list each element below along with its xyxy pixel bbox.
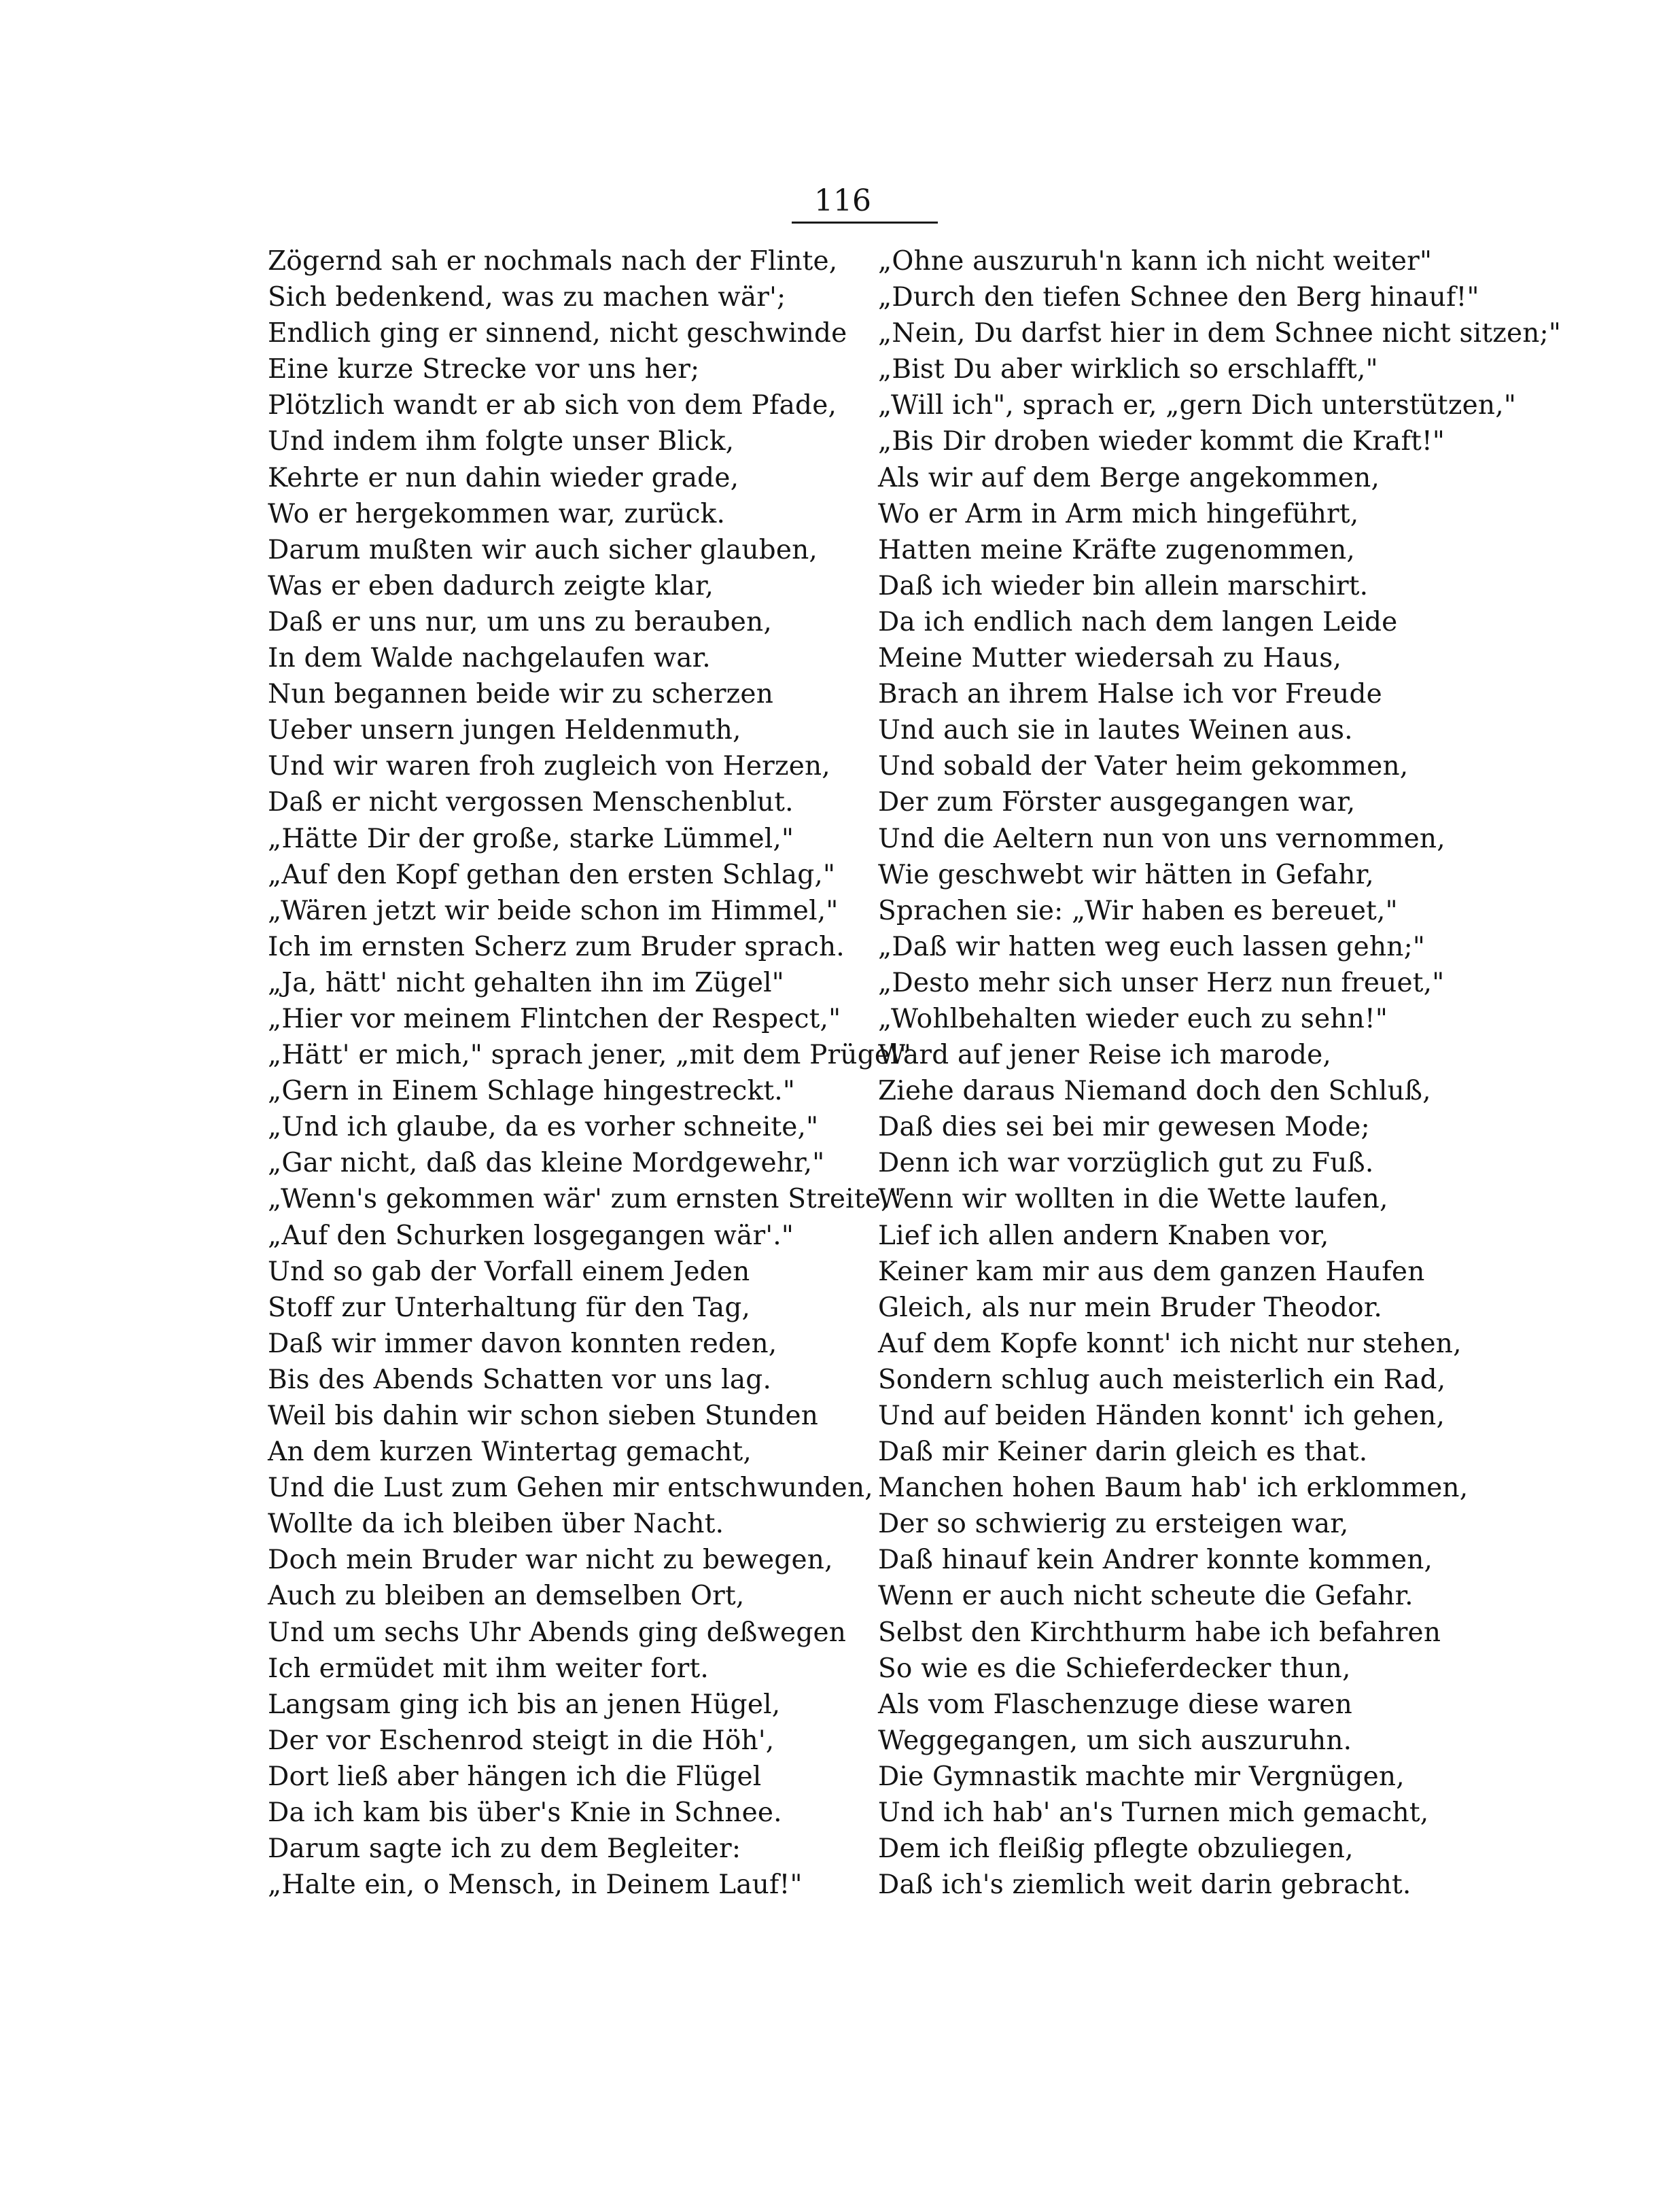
verse-line: Der vor Eschenrod steigt in die Höh', bbox=[268, 1725, 775, 1756]
verse-line: „Durch den tiefen Schnee den Berg hinauf!" bbox=[878, 282, 1479, 313]
verse-line: Dem ich fleißig pflegte obzuliegen, bbox=[878, 1833, 1354, 1865]
verse-line: Und die Aeltern nun von uns vernommen, bbox=[878, 823, 1445, 854]
verse-line: Manchen hohen Baum hab' ich erklommen, bbox=[878, 1473, 1469, 1504]
verse-line: Die Gymnastik machte mir Vergnügen, bbox=[878, 1761, 1405, 1792]
verse-line: Darum sagte ich zu dem Begleiter: bbox=[268, 1833, 741, 1865]
verse-line: Da ich kam bis über's Knie in Schnee. bbox=[268, 1797, 782, 1829]
verse-line: Und auf beiden Händen konnt' ich gehen, bbox=[878, 1401, 1445, 1431]
verse-line: Denn ich war vorzüglich gut zu Fuß. bbox=[878, 1148, 1374, 1179]
verse-line: Da ich endlich nach dem langen Leide bbox=[878, 606, 1398, 637]
verse-line: „Wohlbehalten wieder euch zu sehn!" bbox=[878, 1003, 1388, 1034]
verse-line: Wie geschwebt wir hätten in Gefahr, bbox=[878, 859, 1374, 890]
verse-line: Weil bis dahin wir schon sieben Stunden bbox=[268, 1401, 819, 1431]
verse-line: Ich im ernsten Scherz zum Bruder sprach. bbox=[268, 931, 845, 962]
page-number: 116 bbox=[814, 183, 871, 218]
verse-line: Zögernd sah er nochmals nach der Flinte, bbox=[268, 246, 838, 277]
verse-line: „Hier vor meinem Flintchen der Respect," bbox=[268, 1003, 841, 1034]
verse-line: Brach an ihrem Halse ich vor Freude bbox=[878, 679, 1382, 710]
verse-line: Ward auf jener Reise ich marode, bbox=[878, 1040, 1332, 1071]
verse-line: Doch mein Bruder war nicht zu bewegen, bbox=[268, 1545, 833, 1576]
verse-line: „Hätt' er mich," sprach jener, „mit dem Prügel" bbox=[268, 1040, 911, 1071]
verse-line: Selbst den Kirchthurm habe ich befahren bbox=[878, 1617, 1441, 1648]
verse-line: „Nein, Du darfst hier in dem Schnee nicht sitzen;" bbox=[878, 318, 1562, 349]
verse-line: Nun begannen beide wir zu scherzen bbox=[268, 679, 774, 710]
verse-line: „Gar nicht, daß das kleine Mordgewehr," bbox=[268, 1148, 825, 1179]
verse-line: An dem kurzen Wintertag gemacht, bbox=[268, 1437, 752, 1468]
left-verse-column bbox=[268, 243, 911, 1903]
verse-line: Als vom Flaschenzuge diese waren bbox=[878, 1689, 1352, 1720]
verse-line: Und wir waren froh zugleich von Herzen, bbox=[268, 751, 830, 782]
verse-line: Daß er uns nur, um uns zu berauben, bbox=[268, 606, 772, 637]
verse-line: Daß ich's ziemlich weit darin gebracht. bbox=[878, 1869, 1411, 1901]
verse-line: „Will ich", sprach er, „gern Dich unterstützen," bbox=[878, 390, 1516, 421]
verse-line: Eine kurze Strecke vor uns her; bbox=[268, 354, 700, 385]
verse-line: Daß er nicht vergossen Menschenblut. bbox=[268, 787, 794, 818]
verse-line: Und indem ihm folgte unser Blick, bbox=[268, 426, 735, 457]
verse-line: Sprachen sie: „Wir haben es bereuet," bbox=[878, 895, 1398, 926]
verse-line: „Ja, hätt' nicht gehalten ihn im Zügel" bbox=[268, 967, 784, 998]
verse-line: So wie es die Schieferdecker thun, bbox=[878, 1653, 1351, 1684]
verse-line: „Und ich glaube, da es vorher schneite," bbox=[268, 1112, 819, 1143]
verse-line: Und um sechs Uhr Abends ging deßwegen bbox=[268, 1617, 847, 1648]
verse-line: Wenn wir wollten in die Wette laufen, bbox=[878, 1184, 1388, 1215]
verse-line: Bis des Abends Schatten vor uns lag. bbox=[268, 1364, 772, 1395]
verse-line: „Desto mehr sich unser Herz nun freuet," bbox=[878, 967, 1445, 998]
verse-line: Plötzlich wandt er ab sich von dem Pfade, bbox=[268, 390, 837, 421]
verse-line: Dort ließ aber hängen ich die Flügel bbox=[268, 1761, 762, 1792]
verse-line: Wollte da ich bleiben über Nacht. bbox=[268, 1509, 724, 1540]
verse-line: Und so gab der Vorfall einem Jeden bbox=[268, 1256, 750, 1287]
verse-line: „Auf den Kopf gethan den ersten Schlag," bbox=[268, 859, 836, 890]
verse-line: In dem Walde nachgelaufen war. bbox=[268, 643, 711, 674]
verse-line: Und ich hab' an's Turnen mich gemacht, bbox=[878, 1797, 1429, 1829]
verse-line: „Hätte Dir der große, starke Lümmel," bbox=[268, 823, 794, 854]
verse-line: Stoff zur Unterhaltung für den Tag, bbox=[268, 1292, 751, 1323]
verse-line: Wenn er auch nicht scheute die Gefahr. bbox=[878, 1581, 1414, 1612]
verse-line: „Ohne auszuruh'n kann ich nicht weiter" bbox=[878, 246, 1433, 277]
verse-line: „Auf den Schurken losgegangen wär'." bbox=[268, 1220, 794, 1251]
verse-line: „Gern in Einem Schlage hingestreckt." bbox=[268, 1076, 795, 1107]
verse-line: Daß mir Keiner darin gleich es that. bbox=[878, 1437, 1368, 1468]
verse-line: „Wären jetzt wir beide schon im Himmel," bbox=[268, 895, 839, 926]
verse-line: Darum mußten wir auch sicher glauben, bbox=[268, 534, 818, 565]
verse-line: Der zum Förster ausgegangen war, bbox=[878, 787, 1356, 818]
page-number-rule bbox=[792, 222, 938, 224]
verse-line: Auch zu bleiben an demselben Ort, bbox=[268, 1581, 745, 1612]
verse-line: „Halte ein, o Mensch, in Deinem Lauf!" bbox=[268, 1869, 803, 1901]
verse-line: Lief ich allen andern Knaben vor, bbox=[878, 1220, 1329, 1251]
verse-line: Auf dem Kopfe konnt' ich nicht nur stehen, bbox=[878, 1328, 1462, 1359]
verse-line: Wo er hergekommen war, zurück. bbox=[268, 498, 726, 529]
verse-line: „Bist Du aber wirklich so erschlafft," bbox=[878, 354, 1378, 385]
verse-line: Gleich, als nur mein Bruder Theodor. bbox=[878, 1292, 1382, 1323]
verse-line: Langsam ging ich bis an jenen Hügel, bbox=[268, 1689, 781, 1720]
verse-line: Endlich ging er sinnend, nicht geschwinde bbox=[268, 318, 847, 349]
verse-line: „Daß wir hatten weg euch lassen gehn;" bbox=[878, 931, 1426, 962]
verse-line: Ueber unsern jungen Heldenmuth, bbox=[268, 715, 741, 746]
verse-line: Daß ich wieder bin allein marschirt. bbox=[878, 570, 1369, 601]
verse-line: Daß wir immer davon konnten reden, bbox=[268, 1328, 777, 1359]
verse-line: Der so schwierig zu ersteigen war, bbox=[878, 1509, 1349, 1540]
verse-line: Hatten meine Kräfte zugenommen, bbox=[878, 534, 1356, 565]
verse-line: Ich ermüdet mit ihm weiter fort. bbox=[268, 1653, 709, 1684]
verse-line: Was er eben dadurch zeigte klar, bbox=[268, 570, 714, 601]
verse-line: „Wenn's gekommen wär' zum ernsten Streite," bbox=[268, 1184, 902, 1215]
verse-line: Ziehe daraus Niemand doch den Schluß, bbox=[878, 1076, 1431, 1107]
verse-line: Daß dies sei bei mir gewesen Mode; bbox=[878, 1112, 1370, 1143]
verse-line: „Bis Dir droben wieder kommt die Kraft!" bbox=[878, 426, 1445, 457]
right-verse-column bbox=[878, 243, 1562, 1903]
verse-line: Keiner kam mir aus dem ganzen Haufen bbox=[878, 1256, 1425, 1287]
verse-line: Und sobald der Vater heim gekommen, bbox=[878, 751, 1409, 782]
verse-line: Wo er Arm in Arm mich hingeführt, bbox=[878, 498, 1359, 529]
verse-line: Daß hinauf kein Andrer konnte kommen, bbox=[878, 1545, 1433, 1576]
verse-line: Und die Lust zum Gehen mir entschwunden, bbox=[268, 1473, 873, 1504]
verse-line: Sondern schlug auch meisterlich ein Rad, bbox=[878, 1364, 1446, 1395]
verse-line: Kehrte er nun dahin wieder grade, bbox=[268, 462, 739, 493]
verse-line: Und auch sie in lautes Weinen aus. bbox=[878, 715, 1353, 746]
verse-line: Weggegangen, um sich auszuruhn. bbox=[878, 1725, 1352, 1756]
verse-line: Meine Mutter wiedersah zu Haus, bbox=[878, 643, 1342, 674]
verse-line: Sich bedenkend, was zu machen wär'; bbox=[268, 282, 786, 313]
verse-line: Als wir auf dem Berge angekommen, bbox=[878, 462, 1380, 493]
